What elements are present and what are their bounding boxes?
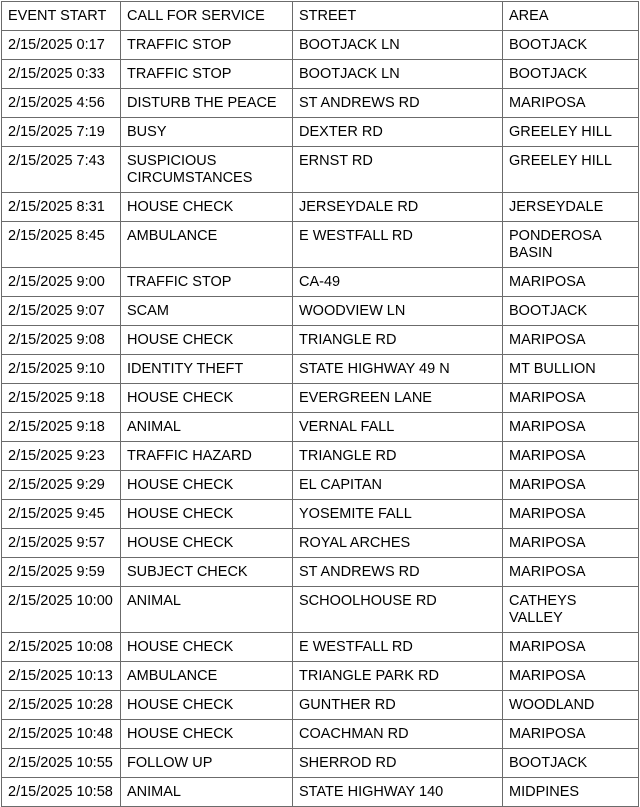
cell-area: MARIPOSA (503, 384, 639, 413)
table-row (2, 471, 639, 500)
table-row (2, 500, 639, 529)
cell-event-start: 2/15/2025 9:59 (2, 558, 121, 587)
table-row (2, 147, 639, 193)
cell-street: BOOTJACK LN (293, 60, 503, 89)
cell-call-for-service: ANIMAL (121, 778, 293, 807)
cell-call-for-service: TRAFFIC STOP (121, 60, 293, 89)
cell-area: MARIPOSA (503, 442, 639, 471)
cell-area: CATHEYS VALLEY (503, 587, 639, 633)
cell-event-start: 2/15/2025 10:13 (2, 662, 121, 691)
table-row (2, 413, 639, 442)
cell-street: EVERGREEN LANE (293, 384, 503, 413)
cell-area: MARIPOSA (503, 529, 639, 558)
table-row (2, 587, 639, 633)
cell-street: ST ANDREWS RD (293, 89, 503, 118)
table-row (2, 529, 639, 558)
cell-street: BOOTJACK LN (293, 31, 503, 60)
cell-area: MARIPOSA (503, 471, 639, 500)
cell-call-for-service: HOUSE CHECK (121, 633, 293, 662)
cell-area: BOOTJACK (503, 60, 639, 89)
cell-street: SCHOOLHOUSE RD (293, 587, 503, 633)
header-row (2, 2, 639, 31)
table-row (2, 193, 639, 222)
cell-event-start: 2/15/2025 9:08 (2, 326, 121, 355)
table-row (2, 749, 639, 778)
table-row (2, 268, 639, 297)
cell-call-for-service: ANIMAL (121, 587, 293, 633)
cell-street: STATE HIGHWAY 49 N (293, 355, 503, 384)
cell-street: TRIANGLE PARK RD (293, 662, 503, 691)
cell-call-for-service: HOUSE CHECK (121, 691, 293, 720)
cell-event-start: 2/15/2025 8:45 (2, 222, 121, 268)
cell-area: BOOTJACK (503, 31, 639, 60)
table-row (2, 60, 639, 89)
cell-event-start: 2/15/2025 9:29 (2, 471, 121, 500)
table-row (2, 31, 639, 60)
cell-street: ST ANDREWS RD (293, 558, 503, 587)
cell-call-for-service: DISTURB THE PEACE (121, 89, 293, 118)
cell-call-for-service: HOUSE CHECK (121, 529, 293, 558)
header-call-for-service: CALL FOR SERVICE (121, 2, 293, 31)
cell-area: BOOTJACK (503, 749, 639, 778)
cell-area: MARIPOSA (503, 662, 639, 691)
cell-street: COACHMAN RD (293, 720, 503, 749)
cell-call-for-service: AMBULANCE (121, 222, 293, 268)
table-row (2, 633, 639, 662)
cell-street: JERSEYDALE RD (293, 193, 503, 222)
cell-street: GUNTHER RD (293, 691, 503, 720)
table-row (2, 778, 639, 807)
cell-street: CA-49 (293, 268, 503, 297)
cell-event-start: 2/15/2025 9:18 (2, 384, 121, 413)
cell-area: GREELEY HILL (503, 147, 639, 193)
cell-area: PONDEROSA BASIN (503, 222, 639, 268)
cell-street: EL CAPITAN (293, 471, 503, 500)
cell-area: MARIPOSA (503, 268, 639, 297)
table-row (2, 222, 639, 268)
cell-event-start: 2/15/2025 9:18 (2, 413, 121, 442)
cell-street: SHERROD RD (293, 749, 503, 778)
cell-street: DEXTER RD (293, 118, 503, 147)
table-row (2, 442, 639, 471)
table-row (2, 558, 639, 587)
cell-area: JERSEYDALE (503, 193, 639, 222)
cell-area: MARIPOSA (503, 500, 639, 529)
cell-call-for-service: HOUSE CHECK (121, 193, 293, 222)
cell-call-for-service: TRAFFIC STOP (121, 31, 293, 60)
cell-street: ERNST RD (293, 147, 503, 193)
cell-call-for-service: AMBULANCE (121, 662, 293, 691)
cell-area: MARIPOSA (503, 89, 639, 118)
cell-call-for-service: IDENTITY THEFT (121, 355, 293, 384)
cell-street: STATE HIGHWAY 140 (293, 778, 503, 807)
cell-event-start: 2/15/2025 0:33 (2, 60, 121, 89)
cell-call-for-service: TRAFFIC HAZARD (121, 442, 293, 471)
header-area: AREA (503, 2, 639, 31)
cell-event-start: 2/15/2025 9:23 (2, 442, 121, 471)
table-row (2, 89, 639, 118)
cell-call-for-service: HOUSE CHECK (121, 500, 293, 529)
cell-area: MT BULLION (503, 355, 639, 384)
cell-street: E WESTFALL RD (293, 222, 503, 268)
cell-event-start: 2/15/2025 0:17 (2, 31, 121, 60)
header-street: STREET (293, 2, 503, 31)
cell-event-start: 2/15/2025 9:57 (2, 529, 121, 558)
cell-street: E WESTFALL RD (293, 633, 503, 662)
cell-event-start: 2/15/2025 9:45 (2, 500, 121, 529)
cell-street: VERNAL FALL (293, 413, 503, 442)
table-row (2, 662, 639, 691)
cell-area: BOOTJACK (503, 297, 639, 326)
cell-street: ROYAL ARCHES (293, 529, 503, 558)
cell-area: MARIPOSA (503, 720, 639, 749)
cell-event-start: 2/15/2025 8:31 (2, 193, 121, 222)
cell-event-start: 2/15/2025 9:00 (2, 268, 121, 297)
calls-for-service-table (1, 1, 639, 807)
cell-street: YOSEMITE FALL (293, 500, 503, 529)
header-event-start: EVENT START (2, 2, 121, 31)
cell-call-for-service: HOUSE CHECK (121, 471, 293, 500)
cell-call-for-service: FOLLOW UP (121, 749, 293, 778)
cell-event-start: 2/15/2025 9:10 (2, 355, 121, 384)
cell-event-start: 2/15/2025 10:28 (2, 691, 121, 720)
table-row (2, 326, 639, 355)
cell-event-start: 2/15/2025 10:48 (2, 720, 121, 749)
cell-event-start: 2/15/2025 7:19 (2, 118, 121, 147)
cell-call-for-service: HOUSE CHECK (121, 720, 293, 749)
cell-call-for-service: HOUSE CHECK (121, 384, 293, 413)
table-body (2, 31, 639, 807)
table-header (2, 2, 639, 31)
cell-area: MARIPOSA (503, 326, 639, 355)
cell-street: TRIANGLE RD (293, 442, 503, 471)
cell-call-for-service: TRAFFIC STOP (121, 268, 293, 297)
table-row (2, 297, 639, 326)
cell-event-start: 2/15/2025 10:58 (2, 778, 121, 807)
cell-street: TRIANGLE RD (293, 326, 503, 355)
table-row (2, 720, 639, 749)
cell-call-for-service: BUSY (121, 118, 293, 147)
cell-area: WOODLAND (503, 691, 639, 720)
cell-event-start: 2/15/2025 10:00 (2, 587, 121, 633)
cell-event-start: 2/15/2025 7:43 (2, 147, 121, 193)
cell-call-for-service: SCAM (121, 297, 293, 326)
table-row (2, 384, 639, 413)
cell-call-for-service: SUSPICIOUS CIRCUMSTANCES (121, 147, 293, 193)
cell-call-for-service: ANIMAL (121, 413, 293, 442)
cell-area: MARIPOSA (503, 558, 639, 587)
cell-area: MARIPOSA (503, 413, 639, 442)
cell-event-start: 2/15/2025 4:56 (2, 89, 121, 118)
cell-street: WOODVIEW LN (293, 297, 503, 326)
cell-area: GREELEY HILL (503, 118, 639, 147)
cell-area: MIDPINES (503, 778, 639, 807)
table-row (2, 691, 639, 720)
cell-call-for-service: HOUSE CHECK (121, 326, 293, 355)
cell-event-start: 2/15/2025 10:08 (2, 633, 121, 662)
cell-area: MARIPOSA (503, 633, 639, 662)
cell-call-for-service: SUBJECT CHECK (121, 558, 293, 587)
table-row (2, 118, 639, 147)
cell-event-start: 2/15/2025 10:55 (2, 749, 121, 778)
cell-event-start: 2/15/2025 9:07 (2, 297, 121, 326)
table-row (2, 355, 639, 384)
